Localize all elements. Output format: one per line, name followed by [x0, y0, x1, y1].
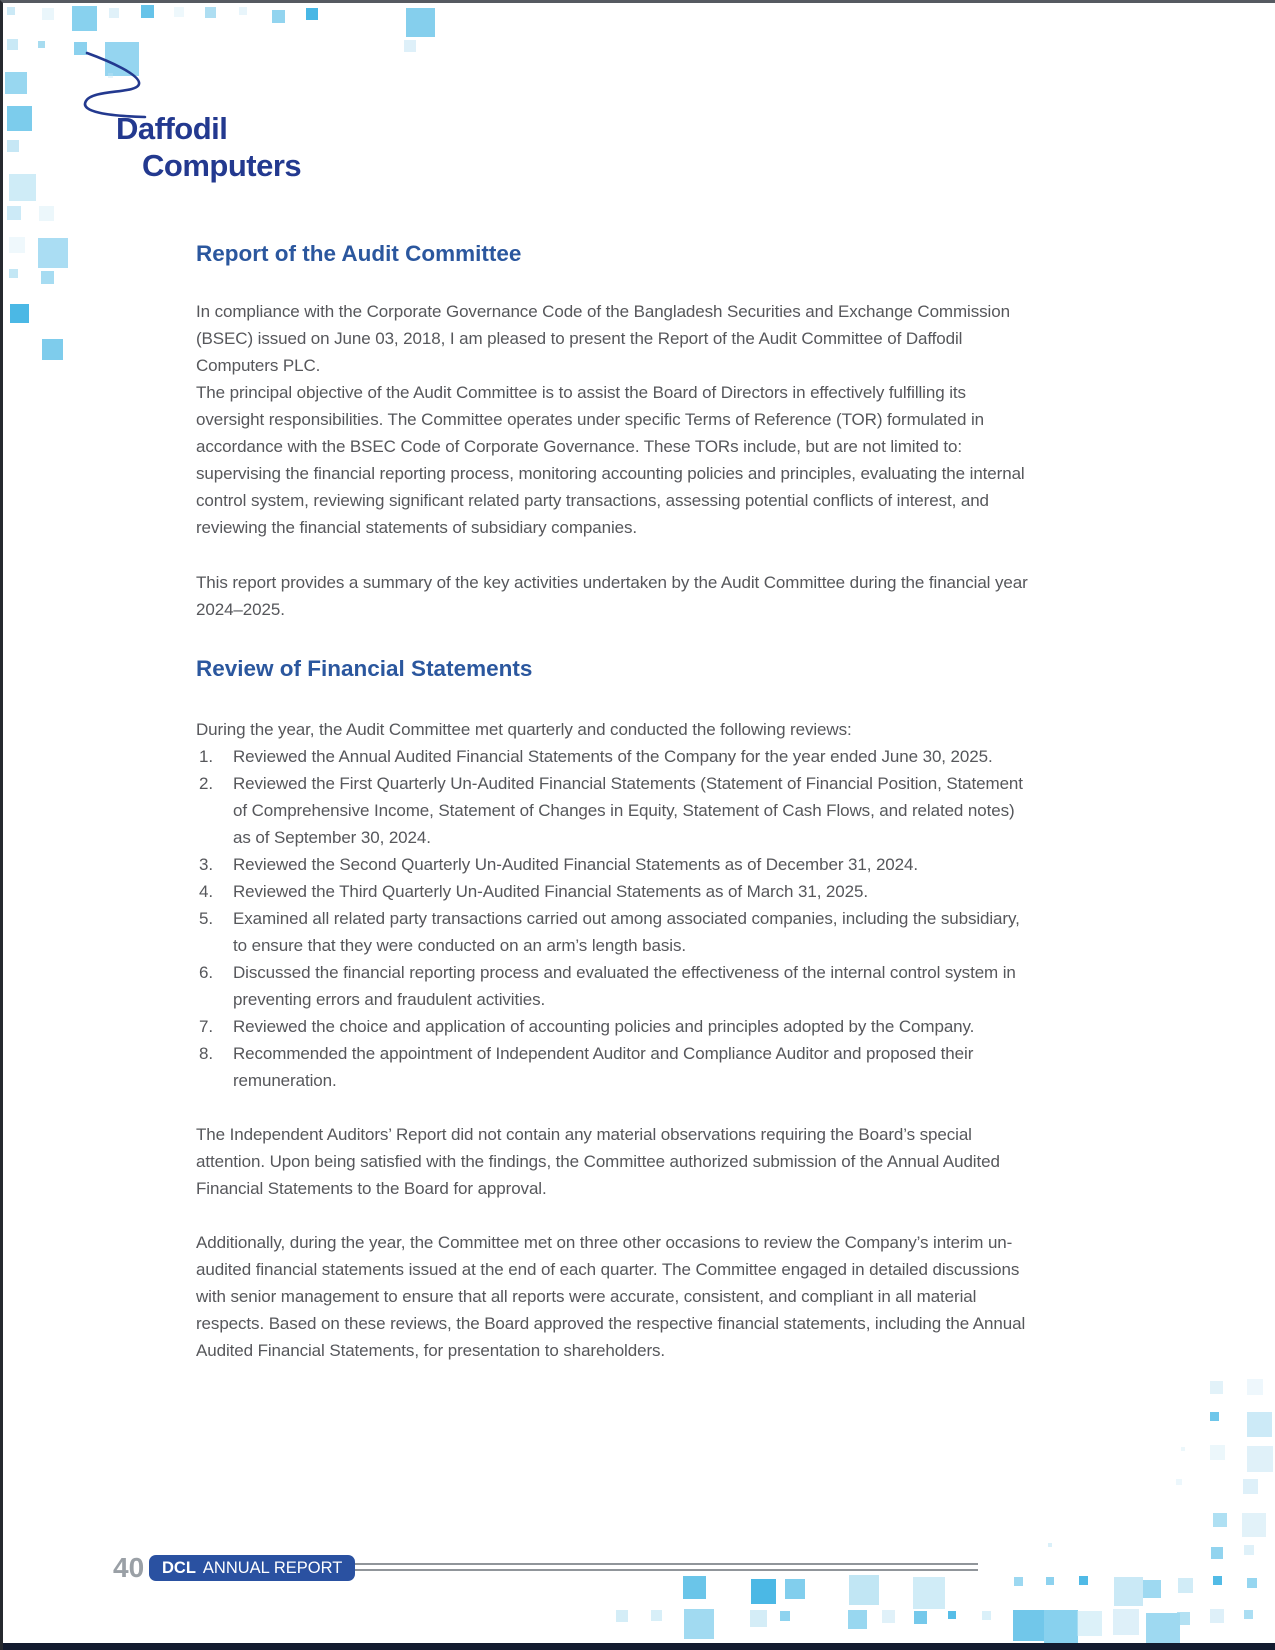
logo-text-line1: Daffodil	[116, 111, 228, 146]
decor-square	[1077, 1611, 1102, 1636]
decor-square	[7, 206, 21, 220]
decor-square	[1181, 1447, 1185, 1451]
paragraph-additional-meetings: Additionally, during the year, the Committee met on three other occasions to review the Company’s interim un-audited financial statements issued at the end of each quarter. The Committee engaged in detailed discussions with senior management to ensure that all reports were accurate, consistent, and compliant in all material respects. Based on these reviews, the Board approved the respective financial statements, including the Annual Audited Financial Statements, for presentation to shareholders.	[196, 1233, 1026, 1360]
decor-square	[982, 1611, 991, 1620]
decor-square	[42, 339, 63, 360]
paragraph-report-summary: This report provides a summary of the key activities undertaken by the Audit Committee during the financial year 2024–2025.	[196, 573, 1028, 619]
decor-square	[684, 1609, 714, 1639]
decor-square	[1013, 1610, 1044, 1641]
decor-square	[1044, 1610, 1078, 1644]
decor-square	[1210, 1381, 1223, 1394]
decor-square	[1177, 1612, 1190, 1625]
decor-square	[1244, 1610, 1253, 1619]
footer-double-line	[323, 1563, 978, 1571]
page-footer	[3, 1552, 1275, 1592]
decor-square	[9, 269, 18, 278]
list-item: Recommended the appointment of Independent Auditor and Compliance Auditor and proposed their remuneration.	[233, 1044, 974, 1090]
section-heading-review-statements: Review of Financial Statements	[196, 656, 533, 681]
decor-square	[848, 1610, 867, 1629]
review-list	[196, 743, 1028, 1094]
report-body	[196, 239, 1028, 1364]
decor-square	[948, 1611, 956, 1619]
decor-square	[41, 271, 54, 284]
decor-square	[1210, 1609, 1224, 1623]
decor-square	[1048, 1543, 1052, 1547]
decor-square	[406, 8, 435, 37]
decor-square	[914, 1611, 927, 1624]
decor-square	[1242, 1513, 1266, 1537]
page-number: 40	[113, 1552, 145, 1583]
list-item: Reviewed the Annual Audited Financial Statements of the Company for the year ended June 30, 2025.	[233, 747, 993, 766]
decor-square	[750, 1610, 767, 1627]
decor-square	[616, 1610, 628, 1622]
list-item: Reviewed the First Quarterly Un-Audited Financial Statements (Statement of Financial Position, Statement of Comprehensive Income, Statement of Changes in Equity, Statement of Cash Flows, and related notes) as of September 30, 2024.	[233, 774, 1023, 847]
decor-square	[1247, 1379, 1263, 1395]
decor-square	[39, 206, 54, 221]
decor-square	[1176, 1479, 1182, 1485]
decor-square	[1113, 1609, 1139, 1635]
decor-square	[1210, 1445, 1225, 1460]
section-heading-audit-committee: Report of the Audit Committee	[196, 241, 522, 266]
decor-mosaic-bottom-right	[615, 1377, 1275, 1643]
company-logo	[3, 3, 343, 203]
decor-square	[1243, 1479, 1258, 1494]
paragraph-principal-objective: The principal objective of the Audit Committee is to assist the Board of Directors in effectively fulfilling its oversight responsibilities. The Committee operates under specific Terms of Reference (TOR) formulated in accordance with the BSEC Code of Corporate Governance. These TORs include, but are not limited to: supervising the financial reporting process, monitoring accounting policies and principles, evaluating the internal control system, reviewing significant related party transactions, assessing potential conflicts of interest, and reviewing the financial statements of subsidiary companies.	[196, 383, 1025, 537]
decor-square	[1210, 1412, 1219, 1421]
list-item: Examined all related party transactions carried out among associated companies, including the subsidiary, to ensure that they were conducted on an arm’s length basis.	[233, 909, 1020, 955]
decor-square	[1247, 1412, 1272, 1437]
decor-square	[9, 237, 25, 253]
paragraph-compliance: In compliance with the Corporate Governance Code of the Bangladesh Securities and Exchange Commission (BSEC) issued on June 03, 2018, I am pleased to present the Report of the Audit Committee of Daffodil Computers PLC.	[196, 302, 1010, 375]
decor-square	[1247, 1446, 1273, 1472]
footer-report-badge	[149, 1555, 355, 1581]
paragraph-list-intro: During the year, the Audit Committee met quarterly and conducted the following reviews:	[196, 720, 852, 739]
decor-square	[780, 1611, 790, 1621]
page-bottom-edge	[3, 1643, 1275, 1650]
decor-square	[882, 1610, 895, 1623]
paragraph-auditors-report: The Independent Auditors’ Report did not contain any material observations requiring the Board’s special attention. Upon being satisfied with the findings, the Committee authorized submission of the Annual Audited Financial Statements to the Board for approval.	[196, 1125, 1000, 1198]
decor-square	[38, 238, 68, 268]
list-item: Discussed the financial reporting process and evaluated the effectiveness of the internal control system in preventing errors and fraudulent activities.	[233, 963, 1016, 1009]
decor-square	[10, 304, 29, 323]
list-item: Reviewed the Second Quarterly Un-Audited Financial Statements as of December 31, 2024.	[233, 855, 918, 874]
decor-square	[1146, 1613, 1180, 1647]
list-item: Reviewed the choice and application of accounting policies and principles adopted by the Company.	[233, 1017, 975, 1036]
footer-badge-dcl: DCL	[162, 1559, 196, 1577]
logo-text-line2: Computers	[142, 148, 302, 183]
decor-square	[651, 1610, 662, 1621]
decor-square	[404, 40, 416, 52]
decor-square	[1213, 1513, 1227, 1527]
footer-badge-label: ANNUAL REPORT	[202, 1559, 343, 1577]
list-item: Reviewed the Third Quarterly Un-Audited Financial Statements as of March 31, 2025.	[233, 882, 868, 901]
